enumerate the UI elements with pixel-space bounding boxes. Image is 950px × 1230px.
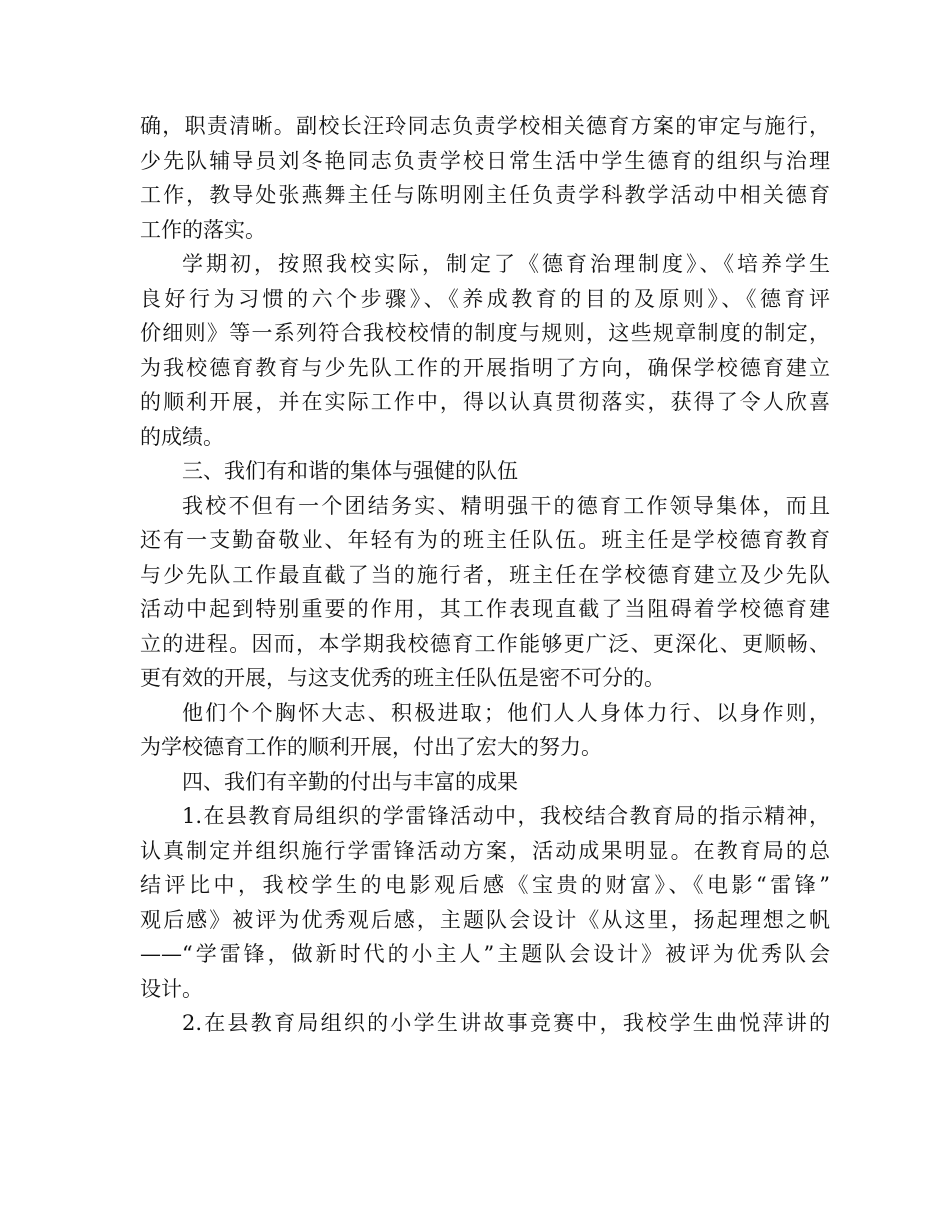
text-line: 四、我们有辛勤的付出与丰富的成果	[182, 769, 518, 794]
text-line: 为学校德育工作的顺利开展，付出了宏大的努力。	[140, 735, 602, 759]
text-line: 良好行为习惯的六个步骤》、《养成教育的目的及原则》、《德育评	[140, 286, 830, 311]
text-line: 更有效的开展，与这支优秀的班主任队伍是密不可分的。	[140, 666, 665, 690]
text-line: 他们个个胸怀大志、积极进取；他们人人身体力行、以身作则，	[182, 700, 830, 725]
text-line: 工作的落实。	[140, 217, 266, 242]
text-line: 观后感》被评为优秀观后感，主题队会设计《从这里，扬起理想之帆	[140, 907, 830, 932]
text-line: 还有一支勤奋敬业、年轻有为的班主任队伍。班主任是学校德育教育	[140, 528, 830, 552]
text-line: 三、我们有和谐的集体与强健的队伍	[182, 459, 518, 483]
text-line: 工作，教导处张燕舞主任与陈明刚主任负责学科教学活动中相关德育	[140, 183, 830, 207]
text-line: 我校不但有一个团结务实、精明强干的德育工作领导集体，而且	[182, 493, 830, 518]
text-line: 价细则》等一系列符合我校校情的制度与规则，这些规章制度的制定，	[140, 321, 830, 345]
document-body	[140, 109, 830, 1041]
text-line: 活动中起到特别重要的作用，其工作表现直截了当阻碍着学校德育建	[140, 597, 830, 621]
text-line: 2.在县教育局组织的小学生讲故事竞赛中，我校学生曲悦萍讲的	[182, 1011, 830, 1035]
text-line: 结评比中，我校学生的电影观后感《宝贵的财富》、《电影“雷锋”	[140, 873, 830, 897]
text-line: 的顺利开展，并在实际工作中，得以认真贯彻落实，获得了令人欣喜	[140, 390, 830, 414]
text-line: 少先队辅导员刘冬艳同志负责学校日常生活中学生德育的组织与治理	[140, 148, 830, 173]
text-line: 设计。	[140, 976, 203, 1001]
text-line: 立的进程。因而，本学期我校德育工作能够更广泛、更深化、更顺畅、	[140, 631, 830, 656]
text-line: 认真制定并组织施行学雷锋活动方案，活动成果明显。在教育局的总	[140, 838, 830, 863]
text-line: ——“学雷锋，做新时代的小主人”主题队会设计》被评为优秀队会	[140, 942, 830, 966]
text-line: 与少先队工作最直截了当的施行者，班主任在学校德育建立及少先队	[140, 562, 830, 587]
text-line: 1.在县教育局组织的学雷锋活动中，我校结合教育局的指示精神，	[182, 804, 830, 828]
text-line: 为我校德育教育与少先队工作的开展指明了方向，确保学校德育建立	[140, 355, 830, 380]
text-line: 学期初，按照我校实际，制定了《德育治理制度》、《培养学生	[182, 252, 830, 276]
text-line: 的成绩。	[140, 424, 224, 449]
text-line: 确，职责清晰。副校长汪玲同志负责学校相关德育方案的审定与施行，	[140, 114, 830, 138]
